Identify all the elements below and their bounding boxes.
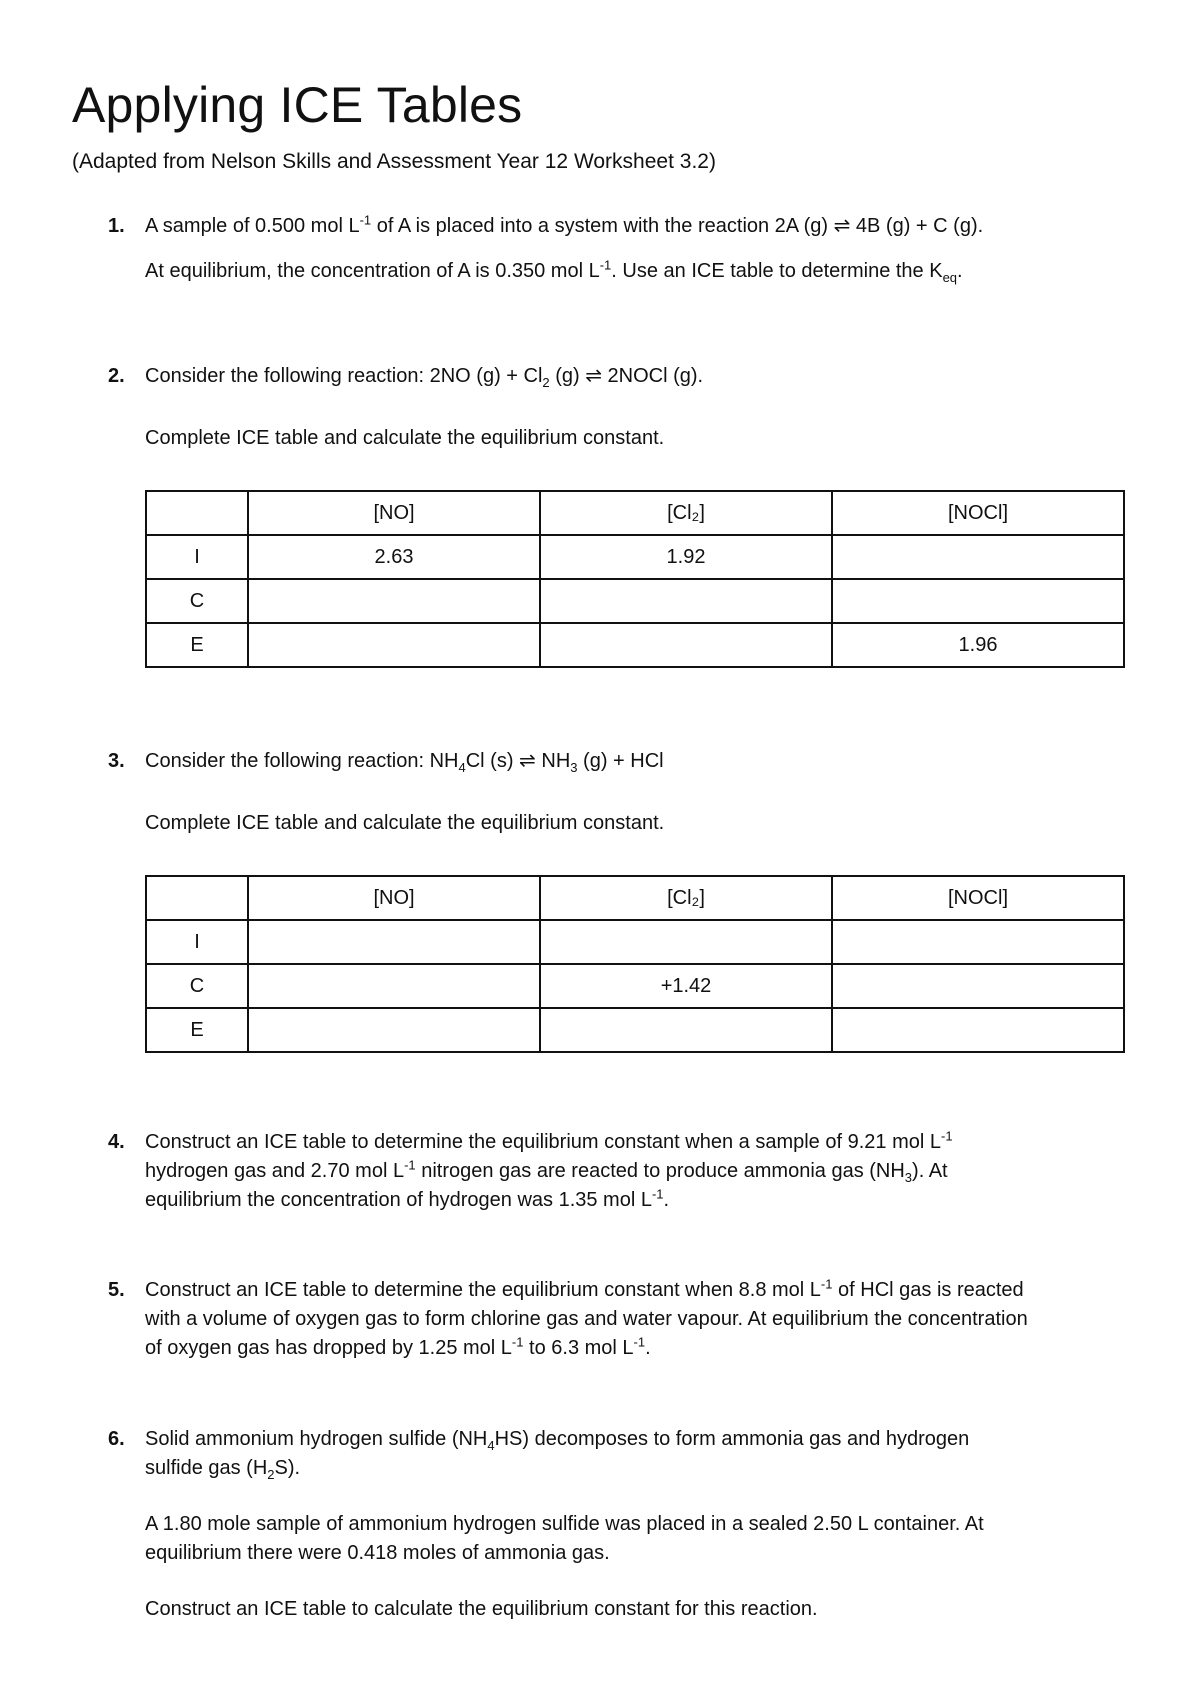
table-cell: 1.96	[832, 623, 1124, 667]
table-cell	[248, 920, 540, 964]
question-text: A 1.80 mole sample of ammonium hydrogen sulfide was placed in a sealed 2.50 L container. At	[145, 1513, 984, 1535]
question-text: hydrogen gas and 2.70 mol $L^{-1}$ nitrogen gas are reacted to produce ammonia gas $(NH_3)$. At	[145, 1157, 948, 1185]
table-header-cell	[146, 876, 248, 920]
question-text: sulfide gas $(H_2S)$.	[145, 1457, 301, 1482]
table-header-cell: [Cl₂]	[540, 491, 832, 535]
row-label: I	[146, 535, 248, 579]
row-label: C	[146, 579, 248, 623]
table-cell	[540, 1008, 832, 1052]
table-header-cell: [NOCl]	[832, 491, 1124, 535]
question-text: A sample of 0.500 mol $L^{-1}$ of A is placed into a system with the reaction 2A (g) ⇌ 4B (g) + C (g).	[145, 212, 984, 237]
question-number: 4.	[108, 1131, 125, 1153]
table-cell	[832, 535, 1124, 579]
question-text: of oxygen gas has dropped by 1.25 mol $L^{-1}$ to 6.3 mol $L^{-1}$.	[145, 1334, 651, 1359]
table-cell	[832, 920, 1124, 964]
table-cell	[832, 579, 1124, 623]
question-text: equilibrium the concentration of hydrogen was 1.35 mol $L^{-1}$.	[145, 1186, 670, 1211]
question-instruction: Complete ICE table and calculate the equilibrium constant.	[145, 427, 665, 449]
table-cell	[248, 623, 540, 667]
row-label: C	[146, 964, 248, 1008]
question-text: Consider the following reaction: $NH_4Cl$ (s) ⇌ $NH_3$ (g) + HCl	[145, 750, 664, 775]
page-subtitle: (Adapted from Nelson Skills and Assessment Year 12 Worksheet 3.2)	[72, 150, 716, 173]
ice-table-q2	[145, 490, 1125, 668]
table-row	[146, 623, 1124, 667]
question-number: 5.	[108, 1279, 125, 1301]
table-row	[146, 579, 1124, 623]
table-header-cell: [Cl₂]	[540, 876, 832, 920]
table-cell: 2.63	[248, 535, 540, 579]
question-number: 6.	[108, 1428, 125, 1450]
table-row	[146, 535, 1124, 579]
table-cell: +1.42	[540, 964, 832, 1008]
table-cell	[248, 1008, 540, 1052]
question-text: with a volume of oxygen gas to form chlorine gas and water vapour. At equilibrium the concentration	[145, 1308, 1028, 1330]
table-cell	[832, 964, 1124, 1008]
row-label: E	[146, 1008, 248, 1052]
table-cell: 1.92	[540, 535, 832, 579]
table-row	[146, 1008, 1124, 1052]
ice-table-q3	[145, 875, 1125, 1053]
table-header-cell	[146, 491, 248, 535]
question-number: 2.	[108, 365, 125, 387]
question-text: Solid ammonium hydrogen sulfide $(NH_4HS)$ decomposes to form ammonia gas and hydrogen	[145, 1428, 970, 1453]
table-header-cell: [NO]	[248, 876, 540, 920]
table-cell	[540, 623, 832, 667]
table-cell	[832, 1008, 1124, 1052]
question-number: 3.	[108, 750, 125, 772]
question-text: Construct an ICE table to determine the equilibrium constant when a sample of 9.21 mol $L^{-1}$	[145, 1128, 953, 1153]
table-header-cell: [NOCl]	[832, 876, 1124, 920]
question-text: equilibrium there were 0.418 moles of ammonia gas.	[145, 1542, 610, 1564]
table-header-row	[146, 491, 1124, 535]
table-cell	[540, 579, 832, 623]
table-cell	[248, 579, 540, 623]
question-text: At equilibrium, the concentration of A is 0.350 mol $L^{-1}$. Use an ICE table to determine the $K_{eq}$.	[145, 257, 963, 285]
table-row	[146, 964, 1124, 1008]
question-number: 1.	[108, 215, 125, 237]
table-header-cell: [NO]	[248, 491, 540, 535]
table-row	[146, 920, 1124, 964]
row-label: E	[146, 623, 248, 667]
question-instruction: Construct an ICE table to calculate the equilibrium constant for this reaction.	[145, 1598, 818, 1620]
page-title: Applying ICE Tables	[72, 77, 523, 133]
question-text: Construct an ICE table to determine the equilibrium constant when 8.8 mol $L^{-1}$ of HCl gas is reacted	[145, 1276, 1024, 1301]
table-header-row	[146, 876, 1124, 920]
table-cell	[540, 920, 832, 964]
table-cell	[248, 964, 540, 1008]
question-text: Consider the following reaction: 2NO $(g) + Cl_2$ (g) ⇌ 2NOCl (g).	[145, 365, 704, 390]
question-instruction: Complete ICE table and calculate the equilibrium constant.	[145, 812, 665, 834]
row-label: I	[146, 920, 248, 964]
